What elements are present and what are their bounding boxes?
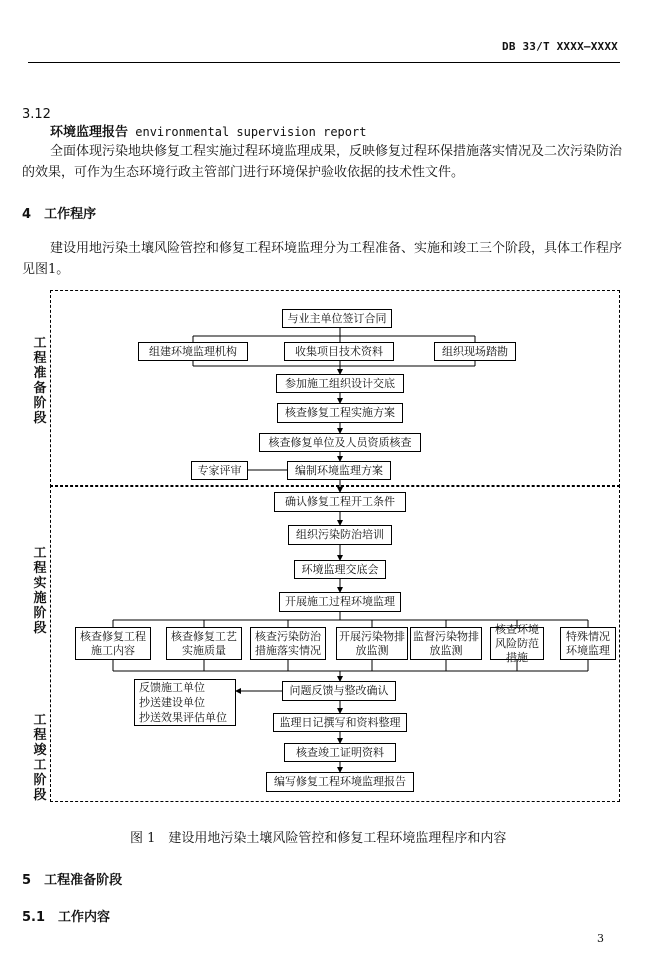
box-check-completion-docs: 核查竣工证明资料	[284, 743, 396, 762]
stage-label-prep: 工程准备阶段	[33, 336, 47, 426]
box-site-survey: 组织现场踏勘	[434, 342, 516, 361]
figure-caption: 图 1 建设用地污染土壤风险管控和修复工程环境监理程序和内容	[130, 831, 507, 846]
box-check-qualification: 核查修复单位及人员资质核查	[259, 433, 421, 452]
box-attend-briefing: 参加施工组织设计交底	[276, 374, 404, 393]
box-organize-training: 组织污染防治培训	[288, 525, 392, 545]
box-collect-data: 收集项目技术资料	[284, 342, 394, 361]
document-number: DB 33/T XXXX—XXXX	[502, 40, 618, 53]
term-en: environmental supervision report	[135, 125, 367, 139]
box-item-special-cases: 特殊情况环境监理	[560, 627, 616, 660]
page-number: 3	[597, 932, 604, 945]
feedback-target-evaluator: 抄送效果评估单位	[139, 711, 227, 724]
stage-label-done: 工程竣工阶段	[33, 713, 47, 803]
term-definition: 全面体现污染地块修复工程实施过程环境监理成果，反映修复过程环保措施落实情况及二次污染防治的效果，可作为生态环境行政主管部门进行环境保护验收依据的技术性文件。	[22, 144, 623, 180]
section-5-1-title: 工作内容	[58, 910, 111, 925]
box-feedback-rectification: 问题反馈与整改确认	[282, 681, 396, 701]
section-5-heading	[22, 869, 122, 888]
feedback-target-construction: 反馈施工单位	[139, 681, 205, 694]
section-5-number: 5	[22, 873, 32, 888]
section-5-title: 工程准备阶段	[44, 873, 123, 888]
box-item-pollution-measures: 核查污染防治措施落实情况	[250, 627, 326, 660]
box-sign-contract: 与业主单位签订合同	[282, 309, 392, 328]
box-item-construction: 核查修复工程施工内容	[75, 627, 151, 660]
box-expert-review: 专家评审	[191, 461, 248, 480]
box-briefing-meeting: 环境监理交底会	[294, 560, 386, 579]
stage-label-impl: 工程实施阶段	[33, 546, 47, 636]
box-item-supervise-monitoring: 监督污染物排放监测	[410, 627, 482, 660]
box-organize-agency: 组建环境监理机构	[138, 342, 248, 361]
box-process-supervision: 开展施工过程环境监理	[279, 592, 401, 612]
section-5-1-number: 5.1	[22, 910, 46, 925]
box-feedback-targets	[134, 679, 236, 726]
box-item-risk-prevention: 核查环境风险防范措施	[490, 627, 544, 660]
section-4-number: 4	[22, 207, 32, 222]
box-diary-records: 监理日记撰写和资料整理	[273, 713, 407, 732]
section-4-paragraph: 建设用地污染土壤风险管控和修复工程环境监理分为工程准备、实施和竣工三个阶段，具体工作程序见图1。	[22, 241, 623, 277]
section-4-title: 工作程序	[44, 207, 97, 222]
box-confirm-conditions: 确认修复工程开工条件	[274, 492, 406, 512]
section-number: 3.12	[22, 107, 51, 122]
feedback-target-developer: 抄送建设单位	[139, 696, 205, 709]
box-compile-plan: 编制环境监理方案	[287, 461, 391, 480]
term-cn: 环境监理报告	[50, 125, 129, 140]
box-write-report: 编写修复工程环境监理报告	[266, 772, 414, 792]
box-item-emission-monitoring: 开展污染物排放监测	[336, 627, 408, 660]
box-item-process-quality: 核查修复工艺实施质量	[166, 627, 242, 660]
section-5-1-heading	[22, 906, 110, 925]
box-check-plan: 核查修复工程实施方案	[277, 403, 403, 423]
